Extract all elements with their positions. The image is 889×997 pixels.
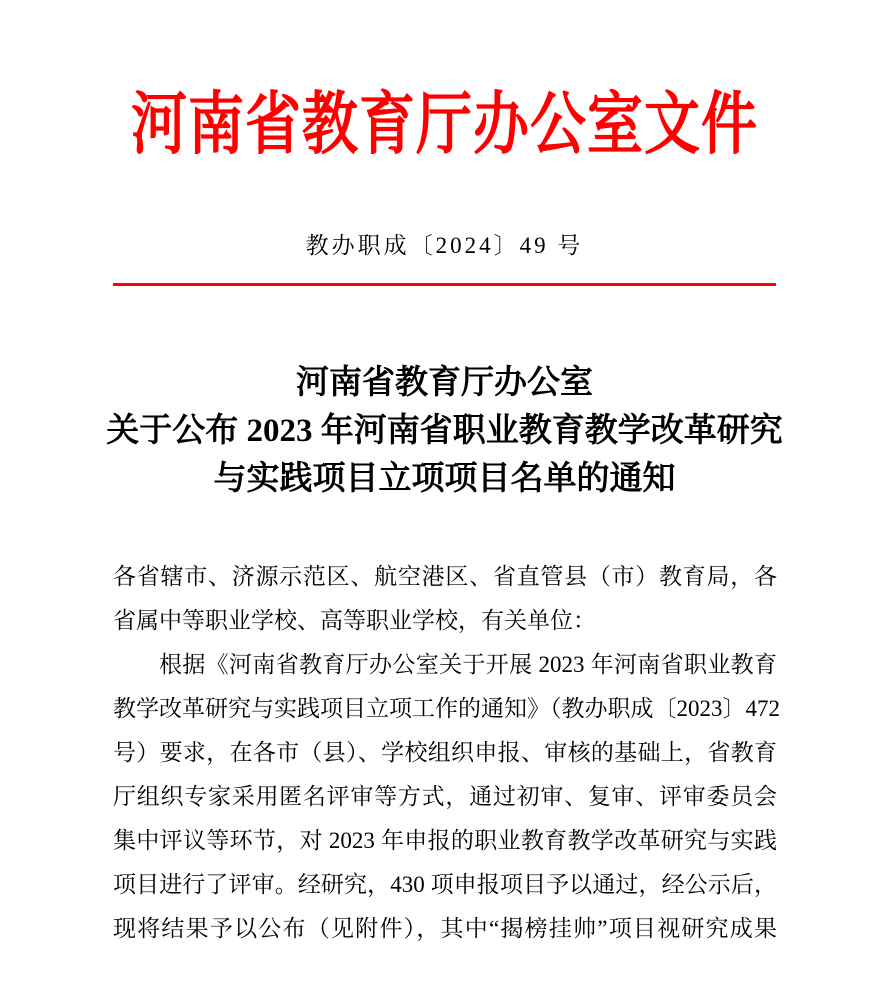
document-title-line-3: 与实践项目立项项目名单的通知 (213, 461, 676, 497)
red-banner-title: 河南省教育厅办公室文件 (131, 87, 758, 164)
red-divider-line (113, 283, 776, 286)
document-number: 教办职成〔2024〕49 号 (305, 233, 584, 258)
document-title-line-1: 河南省教育厅办公室 (296, 365, 593, 401)
body-line: 教学改革研究与实践项目立项工作的通知》（教办职成〔2023〕472 (113, 696, 780, 721)
document-title (56, 359, 833, 503)
body-line: 项目进行了评审。经研究，430 项申报项目予以通过，经公示后， (113, 872, 777, 897)
body-line: 各省辖市、济源示范区、航空港区、省直管县（市）教育局，各 (113, 564, 777, 589)
document-body (113, 555, 780, 951)
document-title-line-2: 关于公布 2023 年河南省职业教育教学改革研究 (106, 413, 783, 449)
body-line: 集中评议等环节，对 2023 年申报的职业教育教学改革研究与实践 (113, 828, 777, 853)
body-line: 省属中等职业学校、高等职业学校，有关单位： (113, 608, 596, 633)
body-line: 现将结果予以公布（见附件），其中“揭榜挂帅”项目视研究成果 (113, 916, 777, 941)
body-line: 根据《河南省教育厅办公室关于开展 2023 年河南省职业教育 (159, 652, 777, 677)
body-line: 号）要求，在各市（县）、学校组织申报、审核的基础上，省教育 (113, 740, 777, 765)
body-line: 厅组织专家采用匿名评审等方式，通过初审、复审、评审委员会 (113, 784, 777, 809)
